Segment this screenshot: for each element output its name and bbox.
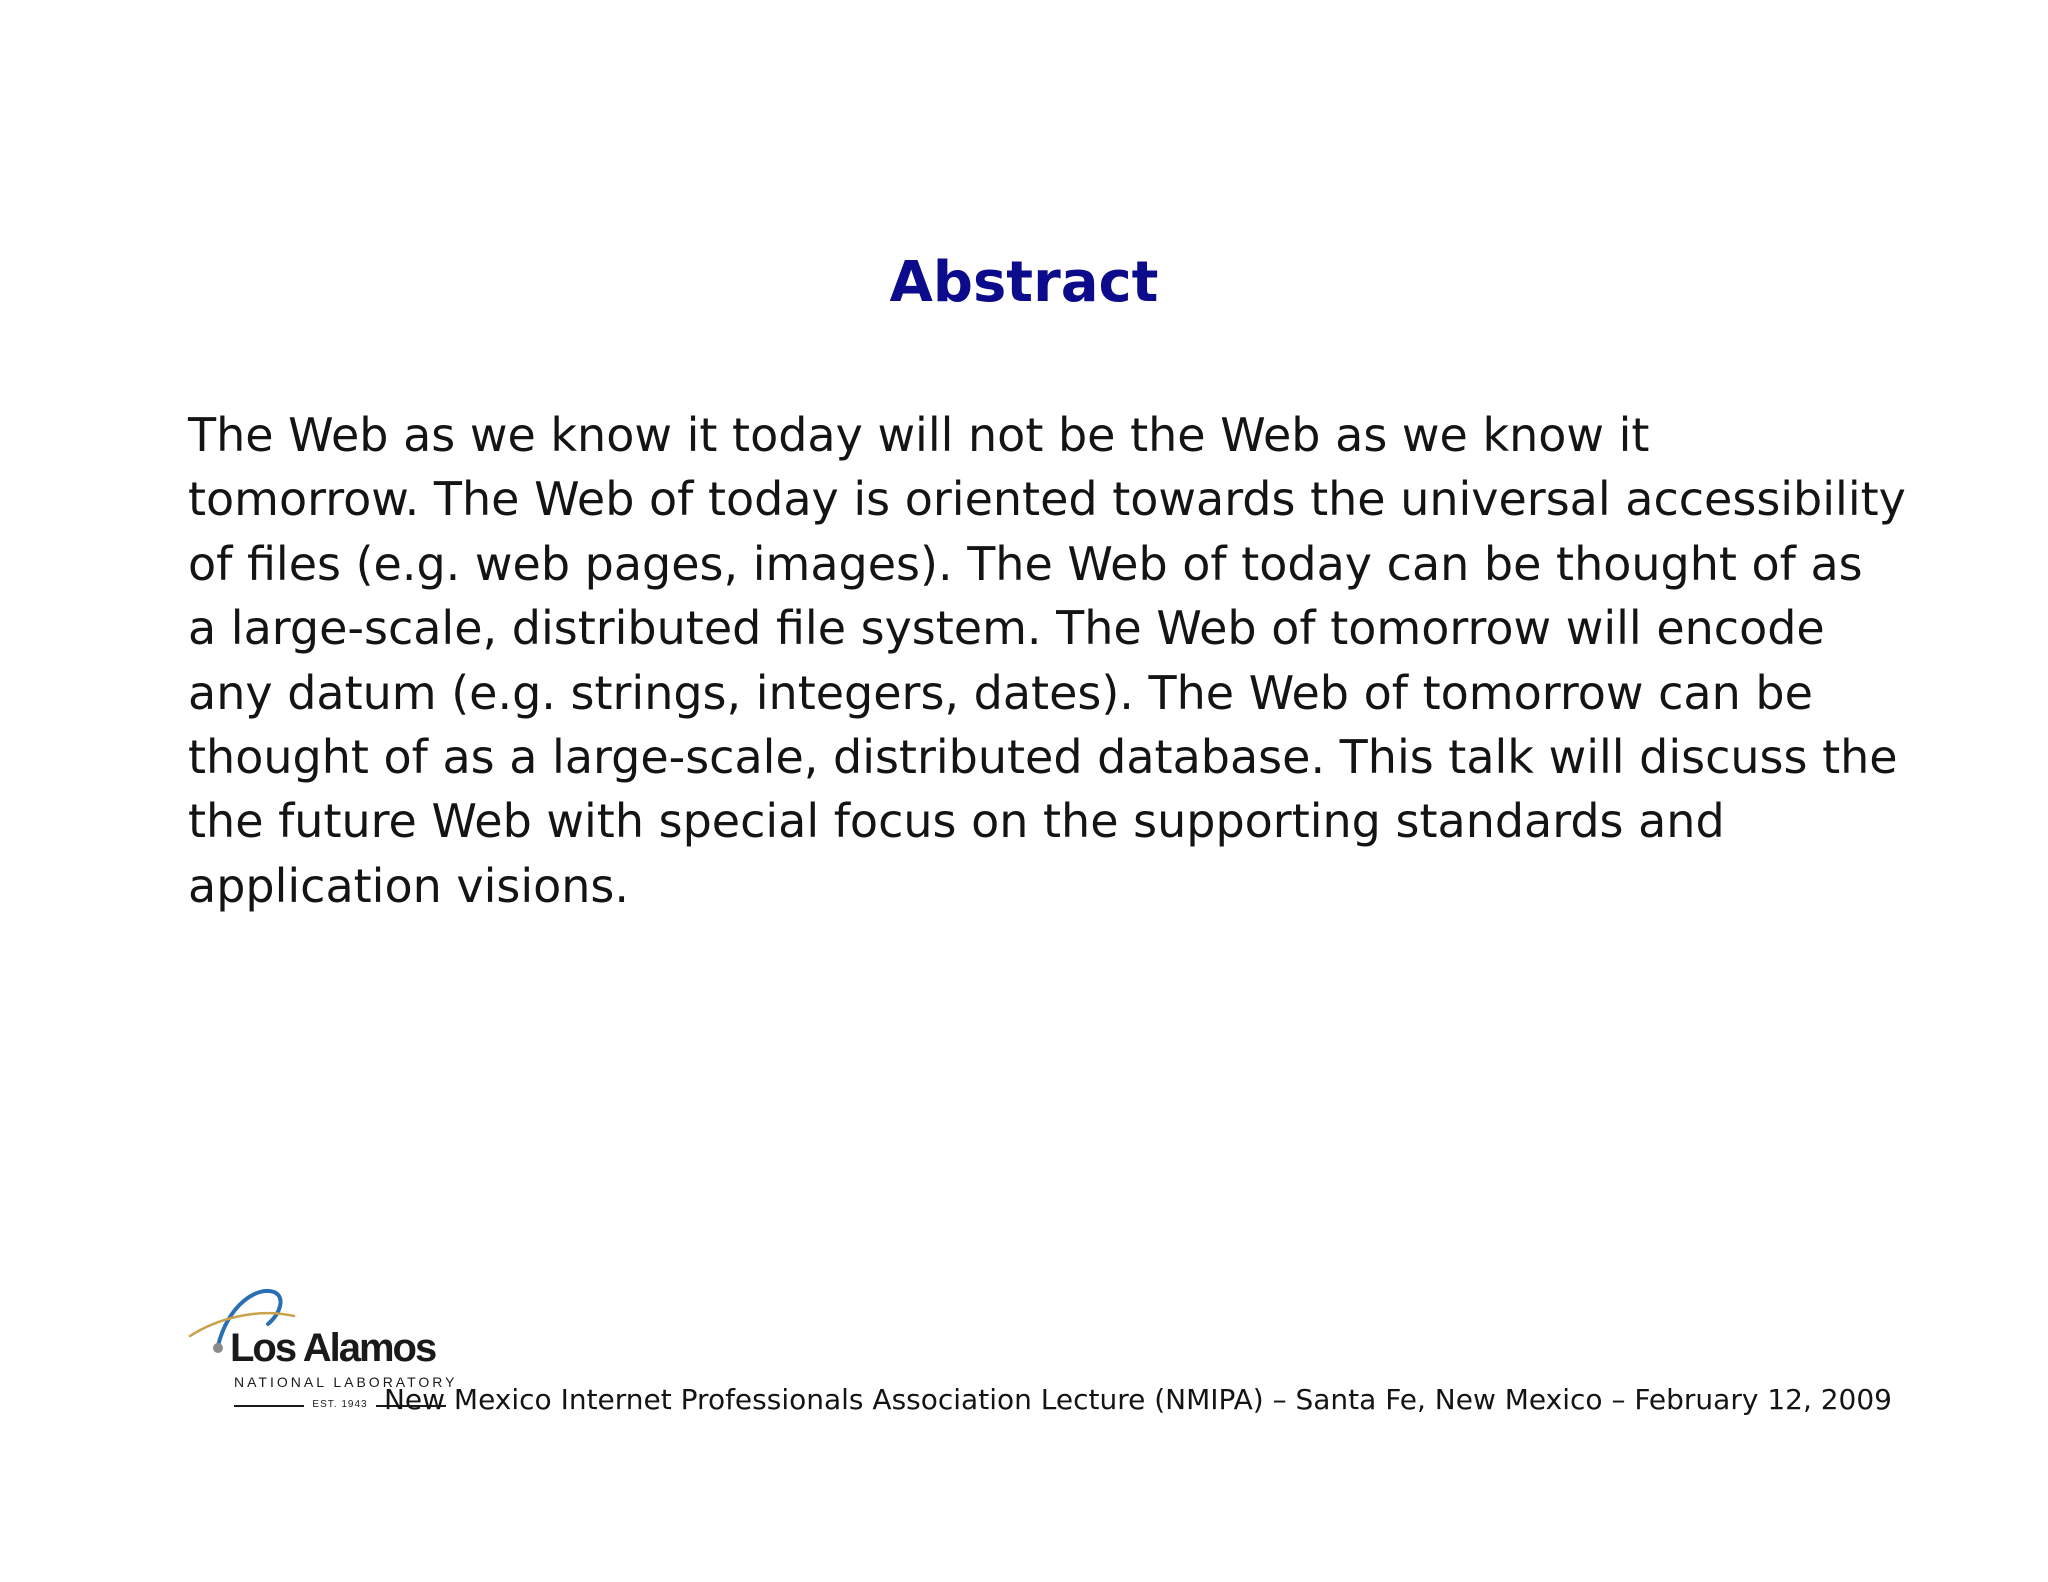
logo-wordmark: Los Alamos [230, 1326, 436, 1370]
slide-title: Abstract [889, 250, 1159, 315]
abstract-text [188, 403, 1906, 918]
abstract-line: application visions. [188, 858, 629, 913]
abstract-line: The Web as we know it today will not be the Web as we know it [188, 408, 1650, 462]
slide-footer: New Mexico Internet Professionals Association Lecture (NMIPA) – Santa Fe, New Mexico – February 12, 2009 [383, 1383, 1892, 1416]
abstract-line: thought of as a large-scale, distributed database. This talk will discuss the [188, 730, 1898, 785]
abstract-line: any datum (e.g. strings, integers, dates). The Web of tomorrow can be [188, 665, 1813, 720]
logo-est-text: EST. 1943 [312, 1399, 368, 1410]
abstract-line: the future Web with special focus on the supporting standards and [188, 794, 1725, 849]
logo-subtitle: NATIONAL LABORATORY [234, 1374, 458, 1390]
abstract-line: of files (e.g. web pages, images). The Web of today can be thought of as [188, 536, 1863, 591]
abstract-line: a large-scale, distributed file system. The Web of tomorrow will encode [188, 601, 1825, 656]
abstract-line: tomorrow. The Web of today is oriented towards the universal accessibility [188, 472, 1906, 527]
